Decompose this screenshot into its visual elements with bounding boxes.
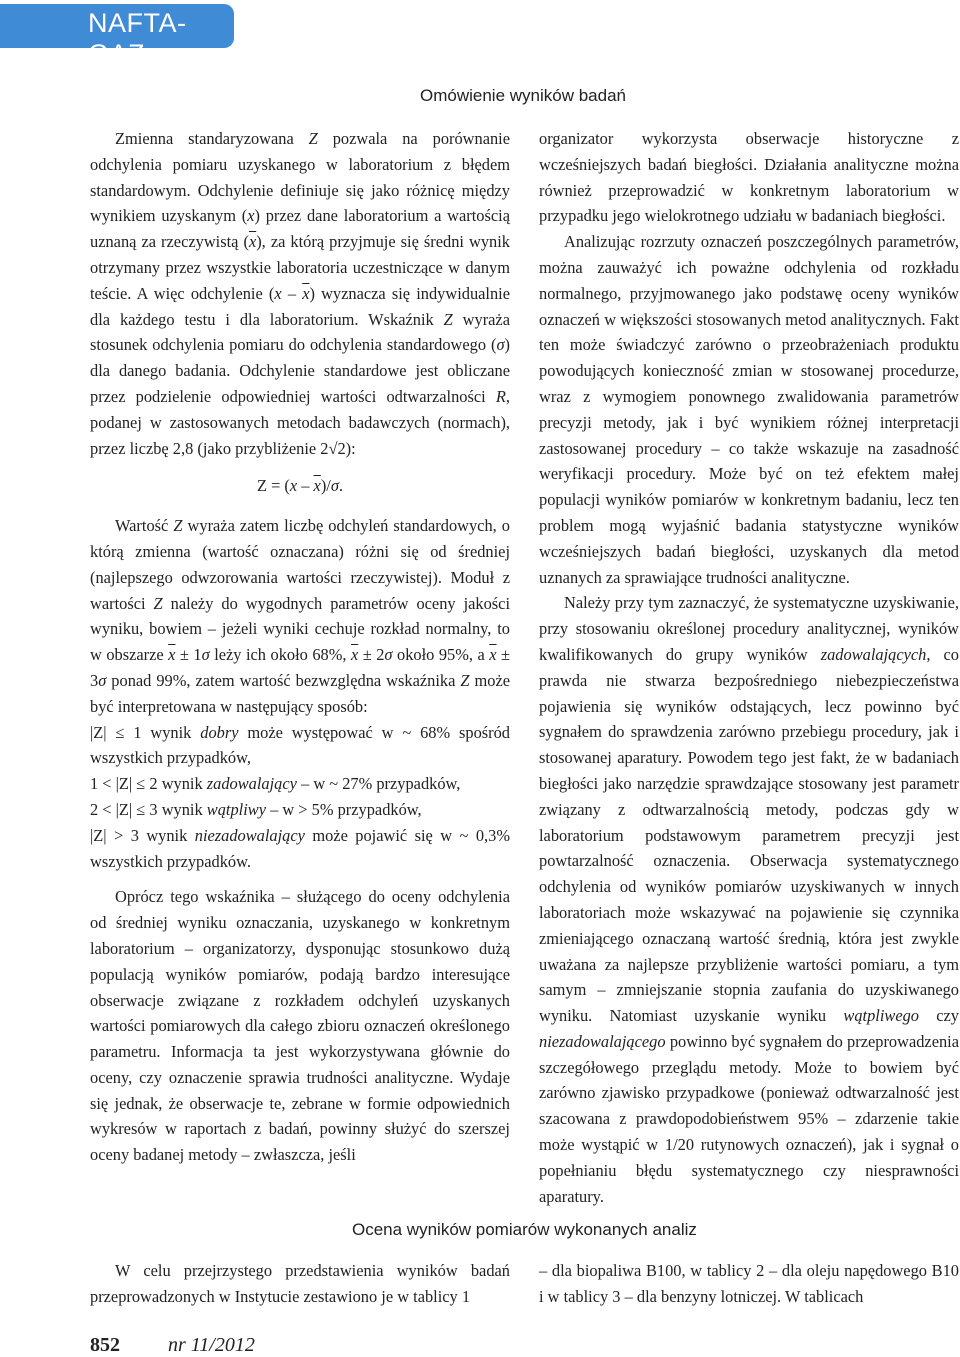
section-heading: Ocena wyników pomiarów wykonanych analiz (352, 1220, 697, 1239)
logo-text: NAFTA-GAZ (88, 8, 187, 69)
paragraph: organizator wykorzysta obserwacje historyczne z wcześniejszych badań biegłości. Działania analityczne można również przeprowadzić w konkretnym laboratorium w przypadku jego wielokrotnego udziału w badaniach biegłości. (539, 129, 959, 226)
paragraph: Zmienna standaryzowana Z pozwala na porównanie odchylenia pomiaru uzyskanego w laboratorium z błędem standardowym. Odchylenie definiuje się jako różnicę między wynikiem uzyskanym (x) przez dane laboratorium a wartością uznaną za rzeczywistą $(\overline{x})$, za którą przyjmuje się średni wynik otrzymany przez wszystkie laboratoria uczestniczące w danym teście. A więc odchylenie $(x - \overline{x})$ wyznacza się indywidualnie dla każdego testu i dla laboratorium. Wskaźnik Z wyraża stosunek odchylenia pomiaru do odchylenia standardowego (σ) dla danego badania. Odchylenie standardowe jest obliczane przez podzielenie odpowiedniej wartości odtwarzalności R, podanej w zastosowanych metodach badawczych (normach), przez liczbę 2,8 (jako przybliżenie 2√2): (90, 129, 510, 458)
section-heading: Omówienie wyników badań (420, 86, 626, 105)
page-number: 852 (90, 1334, 120, 1356)
list-item: 1 < |Z| ≤ 2 wynik zadowalający – w ~ 27% przypadków, (90, 774, 461, 794)
bottom-right-column (539, 1258, 959, 1310)
left-column (90, 126, 510, 1168)
paragraph: Analizując rozrzuty oznaczeń poszczególnych parametrów, można zauważyć ich poważne odchylenia od rozkładu normalnego, przyjmowanego jako podstawę oceny wyników oznaczeń w większości stosowanych metod analitycznych. Fakt ten może świadczyć zarówno o przeobrażeniach produktu powodujących konieczność zmian w stosowanej procedurze, wraz z wymogiem ponownego zwalidowania parametrów precyzji metody, jak i być wynikiem różnej interpretacji zastosowanej procedury – co także wskazuje na zasadność weryfikacji procedury. Może być on też efektem małej populacji wyników pomiarów w konkretnym badaniu, lecz ten problem mogą wyjaśnić badania statystyczne wyników wcześniejszych badań biegłości, uzyskanych dla metod uznanych za sprawiające trudności analityczne. (539, 232, 959, 587)
paragraph: W celu przejrzystego przedstawienia wyników badań przeprowadzonych w Instytucie zestawiono je w tablicy 1 (90, 1261, 510, 1306)
journal-logo (0, 4, 234, 69)
list-item: 2 < |Z| ≤ 3 wynik wątpliwy – w > 5% przypadków, (90, 799, 422, 819)
paragraph: Należy przy tym zaznaczyć, że systematyczne uzyskiwanie, przy stosowaniu określonej procedury analitycznej, wyników kwalifikowanych do grupy wyników zadowalających, co prawda nie stwarza bezpośredniego niebezpieczeństwa pojawienia się wyników odstających, lecz powinno być sygnałem do sprawdzenia zarówno przebiegu procedury, jak i stosowanej aparatury. Powodem tego jest fakt, że w badaniach biegłości jako narzędzie sprawdzające stosowany jest parametr związany z odtwarzalnością metody, podczas gdy w laboratorium podstawowym parametrem precyzji jest powtarzalność oznaczenia. Obserwacja systematycznego odchylenia od wyników pomiarów uzyskiwanych w innych laboratoriach może wskazywać na pojawienie się czynnika zmieniającego oznaczaną wartość średnią, która jest zwykle uważana za najlepsze przybliżenie wartości pomiaru, a tym samym – zmniejszanie stopnia zaufania do uzyskiwanego wyniku. Natomiast uzyskanie wyniku wątpliwego czy niezadowalającego powinno być sygnałem do przeprowadzenia szczegółowego przeglądu metody. Może to bowiem być zarówno zjawisko przypadkowe (ponieważ odtwarzalność jest szacowana z prawdopodobieństwem 95% – zdarzenie takie może wystąpić w 1/20 rutynowych oznaczeń), jak i sygnał o popełnianiu błędu systematycznego czy niesprawności aparatury. (539, 593, 960, 1206)
paragraph: – dla biopaliwa B100, w tablicy 2 – dla oleju napędowego B10 i w tablicy 3 – dla benzyny lotniczej. W tablicach (539, 1261, 959, 1306)
paragraph: Oprócz tego wskaźnika – służącego do oceny odchylenia od średniej wyniku oznaczania, uzyskanego w konkretnym laboratorium – organizatorzy, dysponując stosunkowo dużą populacją wyników pomiarów, podają bardzo interesujące obserwacje związane z rozkładem odchyleń uzyskanych wartości pomiarowych dla całego zbioru oznaczeń określonego parametru. Informacja ta jest wykorzystywana głównie do oceny, czy oznaczenie sprawia trudności analityczne. Wydaje się jednak, że obserwacje te, zebrane w formie odpowiednich wykresów w raportach z badań, powinny służyć do szerszej oceny badanej metody – zwłaszcza, jeśli (90, 887, 510, 1165)
paragraph: Wartość Z wyraża zatem liczbę odchyleń standardowych, o którą zmienna (wartość oznaczana) różni się od średniej (najlepszego odwzorowania wartości rzeczywistej). Moduł z wartości Z należy do wygodnych parametrów oceny jakości wyniku, bowiem – jeżeli wyniki cechuje rozkład normalny, to w obszarze $\overline{x} \pm 1\sigma$ leży ich około 68%, $\overline{x} \pm 2\sigma$ około 95%, a $\overline{x} \pm 3\sigma$ ponad 99%, zatem wartość bezwzględna wskaźnika Z może być interpretowana w następujący sposób: (90, 516, 511, 716)
right-column (539, 126, 959, 1209)
formula: $Z = (x - \overline{x})/\sigma$. (256, 476, 344, 496)
list-item: |Z| > 3 wynik niezadowalający może pojawić się w ~ 0,3% wszystkich przypadków. (90, 825, 510, 871)
bottom-left-column (90, 1258, 510, 1310)
list-item: |Z| ≤ 1 wynik dobry może występować w ~ 68% spośród wszystkich przypadków, (90, 722, 511, 768)
issue-number: nr 11/2012 (168, 1334, 255, 1356)
